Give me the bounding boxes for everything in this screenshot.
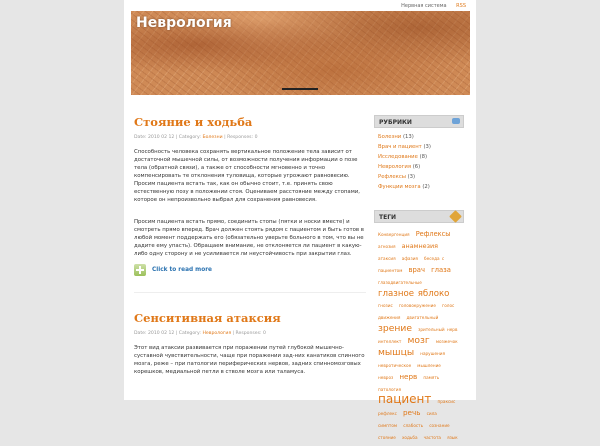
category-link[interactable]: Исследование [378,154,418,160]
category-link[interactable]: Болезни [378,134,402,140]
header-banner [131,11,470,95]
nav-link-nervous-system[interactable]: Нервная система [401,3,447,9]
tag-link[interactable]: Конвергенция [378,232,410,237]
tag-link[interactable]: сила [426,411,437,416]
tag-link[interactable]: праксис [437,399,456,404]
tag-link[interactable]: двигательный [406,315,439,320]
tag-link[interactable]: афазия [401,256,418,261]
tag-link[interactable]: симптом [378,423,398,428]
tag-link[interactable]: речь [403,408,421,417]
tag-link[interactable]: глазное яблоко [378,289,450,299]
categories-widget [374,115,464,198]
post-body [134,344,366,376]
tag-link[interactable]: рефлекс [378,411,397,416]
post-meta: Date: 2010 02 12 | Category: Болезни | Responses: 0 [134,135,258,140]
categories-widget-title [374,115,464,128]
post [134,311,366,376]
category-link[interactable]: Неврология [378,164,412,170]
category-item [378,132,460,142]
category-count: (13) [402,134,414,140]
responses-count[interactable]: 0 [263,331,266,336]
tag-link[interactable]: мышление [417,363,441,368]
tag-link[interactable]: головокружение [398,303,436,308]
tag-link[interactable]: язык [447,435,458,440]
widget-title-text: РУБРИКИ [379,119,412,126]
tag-link[interactable]: нерв [399,372,418,381]
tag-link[interactable]: врач [408,266,425,274]
category-item [378,152,460,162]
tag-link[interactable]: анамнезия [401,242,438,250]
tag-link[interactable]: мышцы [378,347,415,358]
read-more[interactable] [134,264,366,276]
post-category-link[interactable]: Болезни [202,135,223,140]
post-date: 2010 02 12 [148,331,175,336]
tag-link[interactable]: зрительный нерв [418,327,458,332]
tag-link[interactable]: мозжечок [435,339,458,344]
post-meta: Date: 2010 02 12 | Category: Неврология | Responses: 0 [134,331,266,336]
category-label: Category: [178,331,201,336]
post-title[interactable]: Стояние и ходьба [134,115,253,129]
responses-label: Responses: [235,331,262,336]
tag-link[interactable]: Рефлексы [415,230,451,238]
category-count: (8) [419,154,428,160]
post-divider [134,292,366,293]
chat-bubble-icon [452,118,460,124]
tag-cloud [374,223,464,446]
post [134,115,366,276]
category-list [374,128,464,198]
tag-link[interactable]: гнозис [378,303,393,308]
category-link[interactable]: Врач и пациент [378,144,422,150]
tag-link[interactable]: сознание [429,423,450,428]
category-count: (3) [423,144,431,150]
tag-link[interactable]: слабость [403,423,424,428]
category-count: (2) [422,184,430,190]
widget-title-text: ТЕГИ [379,214,397,221]
site-title[interactable]: Неврология [136,15,232,31]
responses-count[interactable]: 0 [254,135,258,140]
post-category-link[interactable]: Неврология [202,331,232,336]
tag-link[interactable]: глазодвигательные [378,280,422,285]
tag-link[interactable]: ходьба [401,435,418,440]
tag-link[interactable]: невротическое [378,363,412,368]
tag-link[interactable]: мозг [407,335,430,346]
tag-link[interactable]: нарушения [420,351,446,356]
tag-link[interactable]: память [423,375,440,380]
top-bar [124,0,476,11]
rss-link[interactable]: RSS [456,3,466,9]
read-more-link[interactable]: Click to read more [152,267,212,273]
tag-icon [449,210,462,223]
tag-link[interactable]: атаксия [378,256,396,261]
post-body [134,148,366,258]
tag-link[interactable]: частота [423,435,441,440]
category-item [378,172,460,182]
category-item [378,162,460,172]
date-label: Date: [134,331,147,336]
tag-link[interactable]: интеллект [378,339,402,344]
category-count: (6) [412,164,421,170]
tag-link[interactable]: беседа с пациентом [378,256,445,273]
post-paragraph: Этот вид атаксии развивается при поражении путей глубокой мышечно-суставной чувствительности, чаще при поражении зад-них канатиков спинного мозга, реже – при патологии периферических нервов, задних спинномозговых корешков, медиальной петли в стволе мозга или таламуса. [134,345,365,375]
post-title[interactable]: Сенситивная атаксия [134,311,281,325]
post-date: 2010 02 12 [148,135,175,140]
post-paragraph: Способность человека сохранять вертикальное положение тела зависит от достаточной мышечной силы, от возможности получения информации о позе тела (обратной связи), а также от способности мгновенно и точно компенсировать те отклонения туловища, которые угрожают равновесию. Просим пациента встать так, как он обычно стоит, т.е. принять свою естественную позу в положении стоя. Оцениваем расстояние между стопами, которое он непроизвольно выбрал для сохранения равновесия. [134,149,360,203]
tag-link[interactable]: движения [378,315,401,320]
tag-link[interactable]: зрение [378,323,413,334]
slider-indicator[interactable] [282,88,318,90]
responses-label: Responses: [227,135,254,140]
date-label: Date: [134,135,147,140]
tag-link[interactable]: патология [378,387,401,392]
category-item [378,182,460,192]
category-link[interactable]: Функции мозга [378,184,421,190]
page [124,0,476,440]
tag-link[interactable]: глаза [431,266,451,274]
post-paragraph: Просим пациента встать прямо, соединить стопы (пятки и носки вместе) и смотреть прямо вперед. Врач должен стоять рядом с пациентом и быть готов в любой момент поддержать его (обязательно уверьте больного в том, что вы не дадите ему упасть). Обращаем внимание, не отклоняется ли пациент в какую-либо одну сторону и не усиливается ли неустойчивость при закрытии глаз. [134,219,364,257]
tag-link[interactable]: невроз [378,375,394,380]
tags-widget-title [374,210,464,223]
sidebar [374,115,464,446]
plus-icon[interactable] [134,264,146,276]
category-item [378,142,460,152]
tag-link[interactable]: голос [442,303,455,308]
category-count: (3) [407,174,416,180]
tags-widget [374,210,464,446]
main-content [134,115,366,376]
tag-link[interactable]: стояние [378,435,396,440]
tag-link[interactable]: агнозия [378,244,396,249]
category-link[interactable]: Рефлексы [378,174,406,180]
category-label: Category: [178,135,201,140]
tag-link[interactable]: пациент [378,392,432,406]
